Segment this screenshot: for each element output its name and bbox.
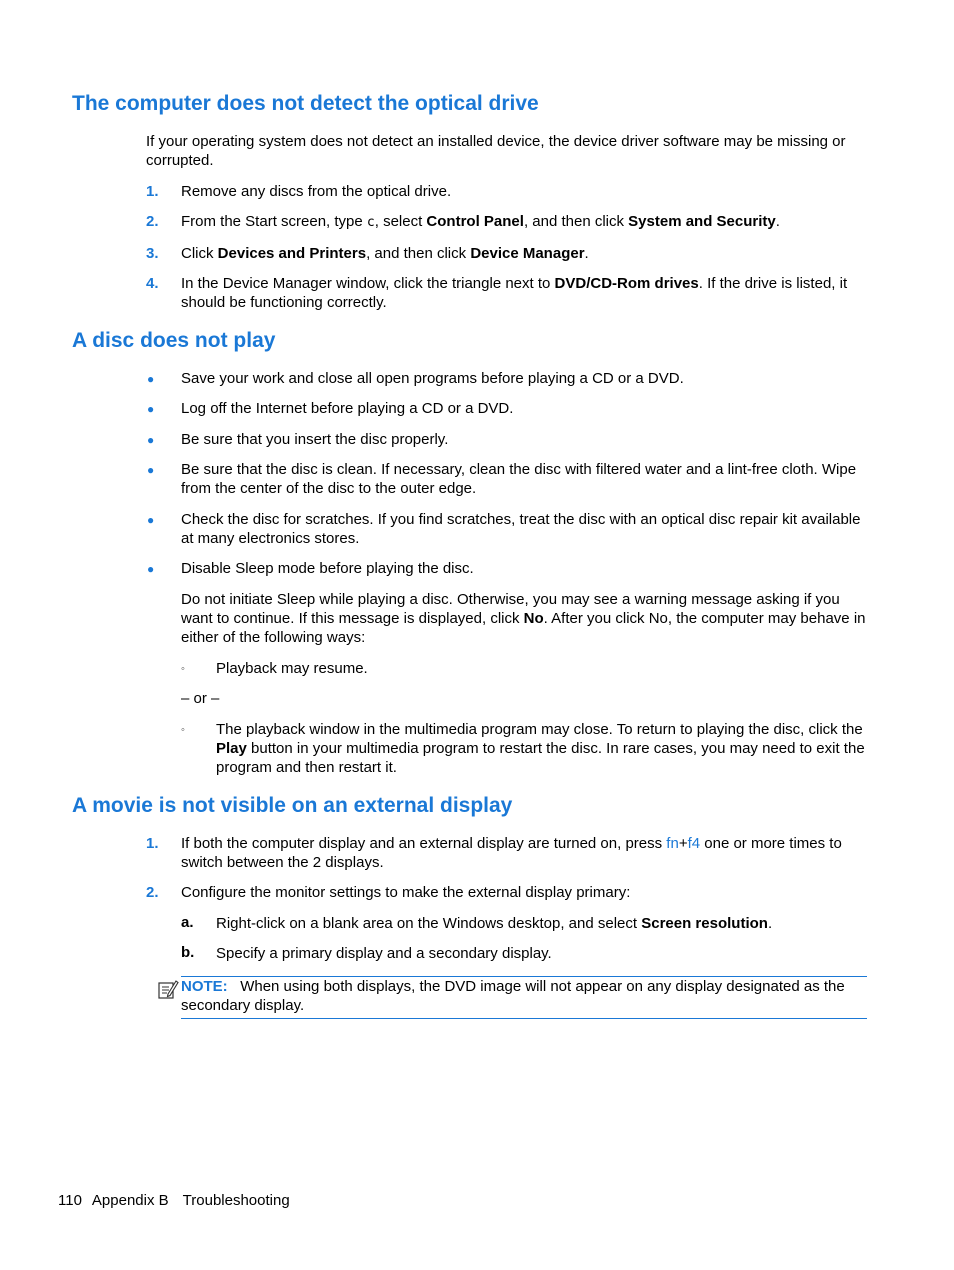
page-number: 110 (58, 1192, 82, 1209)
bullet-text: Be sure that the disc is clean. If necessary, clean the disc with filtered water and a lint-free cloth. Wipe from the center of the disc to the outer edge. (181, 461, 857, 497)
step-text: Configure the monitor settings to make the external display primary: (181, 884, 631, 901)
footer-title: Troubleshooting (182, 1192, 290, 1209)
sub-bullet-text: The playback window in the multimedia program may close. To return to playing the disc, click the Play button in your multimedia program to restart the disc. In rare cases, you may need to exit the program and then restart it. (216, 721, 865, 776)
bullet-marker: ● (147, 402, 155, 416)
sub-bullet-marker: ◦ (181, 663, 185, 675)
bullet-text: Be sure that you insert the disc properly. (181, 431, 449, 448)
sub-bullet-text: Playback may resume. (216, 660, 368, 677)
note-text: NOTE: When using both displays, the DVD image will not appear on any display designated as the secondary display. (181, 978, 845, 1014)
step-number: 2. (146, 884, 159, 901)
step-text: From the Start screen, type c, select Control Panel, and then click System and Security. (181, 213, 780, 230)
bullet-text: Save your work and close all open programs before playing a CD or a DVD. (181, 370, 684, 387)
step-text: In the Device Manager window, click the triangle next to DVD/CD-Rom drives. If the drive is listed, it should be functioning correctly. (181, 275, 848, 311)
heading-movie-external-display: A movie is not visible on an external display (72, 794, 513, 817)
bullet-text: Log off the Internet before playing a CD or a DVD. (181, 400, 514, 417)
step-text: If both the computer display and an external display are turned on, press fn+f4 one or more times to switch between the 2 displays. (181, 835, 842, 871)
bullet-marker: ● (147, 463, 155, 477)
bullet-text: Disable Sleep mode before playing the disc. (181, 560, 474, 577)
step-number: 3. (146, 245, 159, 262)
step-text: Remove any discs from the optical drive. (181, 183, 452, 200)
heading-disc-not-play: A disc does not play (72, 329, 276, 352)
bullet-marker: ● (147, 513, 155, 527)
sleep-paragraph: Do not initiate Sleep while playing a disc. Otherwise, you may see a warning message asking if you want to continue. If this message is displayed, click No. After you click No, the computer may behave in either of the following ways: (181, 591, 866, 646)
step-number: 2. (146, 213, 159, 230)
note-label: NOTE: (181, 978, 228, 995)
key-f4: f4 (687, 835, 701, 852)
substep-text: Specify a primary display and a secondary display. (216, 945, 552, 962)
substep-letter: b. (181, 944, 195, 961)
key-fn: fn (666, 835, 679, 852)
step-text: Click Devices and Printers, and then click Device Manager. (181, 245, 589, 262)
step-number: 4. (146, 275, 159, 292)
bullet-text: Check the disc for scratches. If you find scratches, treat the disc with an optical disc repair kit available at many electronics stores. (181, 511, 861, 547)
bullet-marker: ● (147, 433, 155, 447)
or-separator: – or – (181, 690, 220, 707)
substep-text: Right-click on a blank area on the Windows desktop, and select Screen resolution. (216, 915, 773, 932)
intro-paragraph: If your operating system does not detect an installed device, the device driver software may be missing or corrupted. (146, 133, 846, 169)
sub-bullet-marker: ◦ (181, 724, 185, 736)
bullet-marker: ● (147, 562, 155, 576)
footer-appendix: Appendix B (91, 1192, 169, 1209)
bullet-marker: ● (147, 372, 155, 386)
step-number: 1. (146, 183, 159, 200)
step-number: 1. (146, 835, 159, 852)
note-box (181, 976, 867, 1019)
note-pencil-icon (157, 978, 179, 1000)
substep-letter: a. (181, 914, 194, 931)
heading-optical-drive: The computer does not detect the optical drive (72, 92, 539, 115)
page-footer (58, 1192, 290, 1209)
